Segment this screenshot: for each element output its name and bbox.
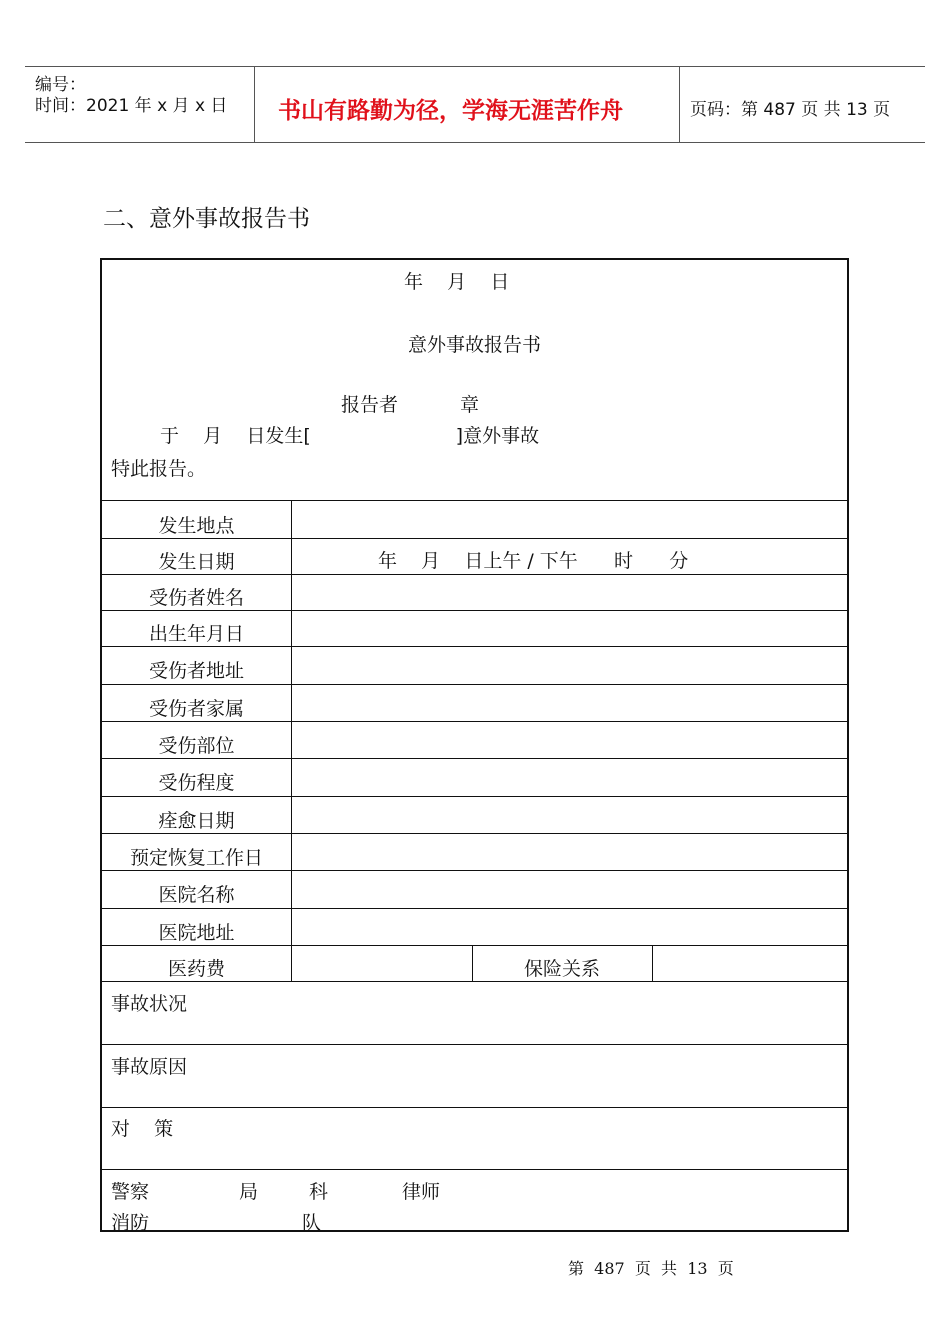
rule-block <box>102 1169 847 1170</box>
bureau-label: 局 <box>239 1181 259 1203</box>
row-label-date: 发生日期 <box>158 551 235 573</box>
row-label-family: 受伤者家属 <box>148 698 244 720</box>
rule-row <box>102 684 847 685</box>
rule-row <box>102 574 847 575</box>
row-label-return-to-work: 预定恢复工作日 <box>129 847 263 869</box>
insurance-column-divider <box>652 945 653 981</box>
section-label: 科 <box>309 1181 329 1203</box>
header-bottom-rule <box>25 142 925 143</box>
accident-report-form <box>100 258 849 1232</box>
header-divider-left <box>254 66 255 143</box>
header-divider-right <box>679 66 680 143</box>
rule-row <box>102 721 847 722</box>
medical-fee-label: 医药费 <box>167 958 225 980</box>
rule-row <box>102 833 847 834</box>
rule-row <box>102 796 847 797</box>
rule-row <box>102 538 847 539</box>
accident-cause-label: 事故原因 <box>111 1056 188 1078</box>
rule-row <box>102 646 847 647</box>
form-occurrence-line: 于 月 日发生[ ]意外事故 <box>160 425 540 447</box>
row-label-injury-degree: 受伤程度 <box>158 772 235 794</box>
footer-page-number: 第 487 页 共 13 页 <box>568 1259 734 1278</box>
rule-row <box>102 981 847 982</box>
rule-block <box>102 1107 847 1108</box>
rule-row <box>102 870 847 871</box>
countermeasure-label: 对 策 <box>111 1118 174 1140</box>
header-page-info: 页码：第 487 页 共 13 页 <box>690 100 891 120</box>
rule-block <box>102 1044 847 1045</box>
fire-label: 消防 <box>111 1212 150 1234</box>
form-title: 意外事故报告书 <box>408 334 542 356</box>
header-top-rule <box>25 66 925 67</box>
section-title: 二、意外事故报告书 <box>103 206 310 232</box>
rule-header-block <box>102 500 847 501</box>
row-label-injured-address: 受伤者地址 <box>148 660 244 682</box>
row-label-hospital-address: 医院地址 <box>158 922 235 944</box>
header-motto: 书山有路勤为径，学海无涯苦作舟 <box>278 97 623 124</box>
rule-row <box>102 610 847 611</box>
header-time-label: 时间：2021 年 x 月 x 日 <box>35 96 228 116</box>
form-closing-text: 特此报告。 <box>111 458 207 480</box>
row-label-recovery-date: 痊愈日期 <box>158 810 235 832</box>
row-label-injured-name: 受伤者姓名 <box>148 587 244 609</box>
row-label-location: 发生地点 <box>158 515 235 537</box>
rule-row <box>102 758 847 759</box>
row-value-date[interactable]: 年 月 日上午 / 下午 时 分 <box>378 550 689 572</box>
form-seal-label: 章 <box>460 394 480 416</box>
row-label-hospital-name: 医院名称 <box>158 884 235 906</box>
row-label-birthdate: 出生年月日 <box>148 623 244 645</box>
form-date-line: 年 月 日 <box>404 271 510 293</box>
rule-row <box>102 945 847 946</box>
accident-status-label: 事故状况 <box>111 993 188 1015</box>
header-number-label: 编号： <box>35 75 86 95</box>
insurance-label: 保险关系 <box>523 958 600 980</box>
rule-row <box>102 908 847 909</box>
police-label: 警察 <box>111 1181 150 1203</box>
form-reporter-label: 报告者 <box>341 394 399 416</box>
row-label-injury-site: 受伤部位 <box>158 735 235 757</box>
lawyer-label: 律师 <box>402 1181 441 1203</box>
team-label: 队 <box>302 1212 322 1234</box>
label-column-divider <box>291 500 292 981</box>
